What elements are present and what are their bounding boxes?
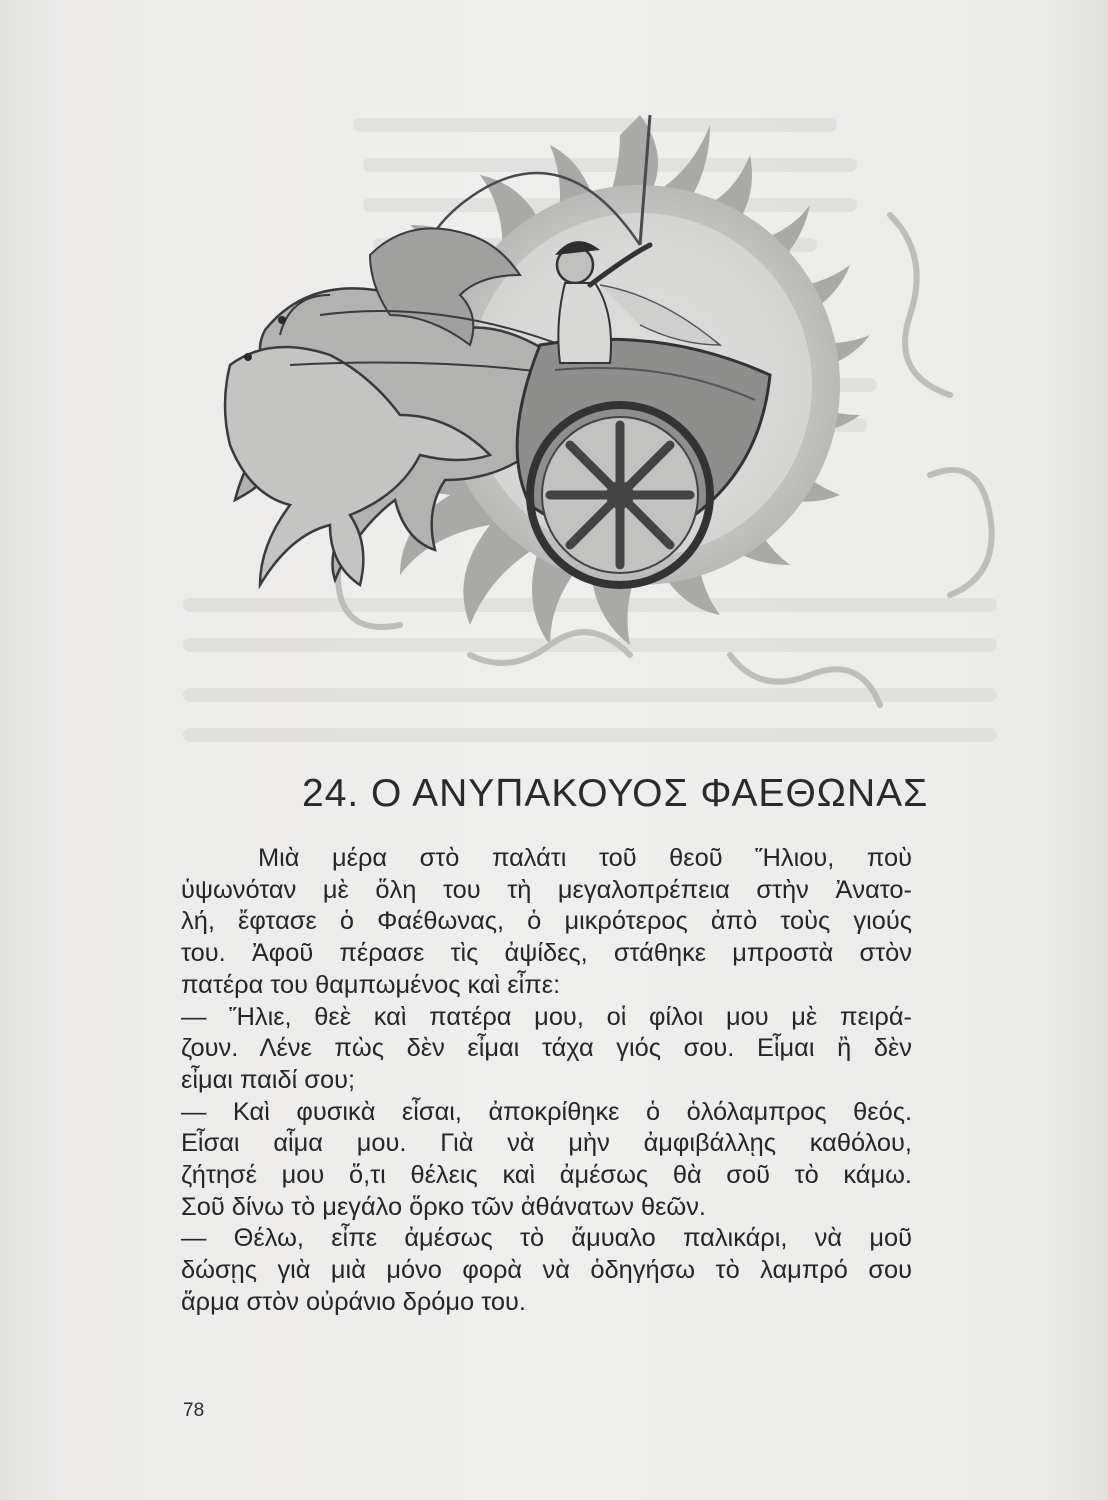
chapter-title: 24. Ο ΑΝΥΠΑΚΟΥΟΣ ΦΑΕΘΩΝΑΣ xyxy=(302,772,929,815)
text-line: — Καὶ φυσικὰ εἶσαι, ἀποκρίθηκε ὁ ὁλόλαμπρος θεός. xyxy=(181,1097,912,1126)
sun-chariot-icon xyxy=(170,95,1010,755)
text-line: πατέρα του θαμπωμένος καὶ εἶπε: xyxy=(181,970,561,999)
text-line: — Ἥλιε, θεὲ καὶ πατέρα μου, οἱ φίλοι μου μὲ πειρά- xyxy=(181,1002,912,1031)
chariot-wheel xyxy=(530,405,710,585)
text-line: — Θέλω, εἶπε ἀμέσως τὸ ἄμυαλο παλικάρι, νὰ μοῦ xyxy=(181,1224,912,1253)
text-line: Σοῦ δίνω τὸ μεγάλο ὅρκο τῶν ἀθάνατων θεῶν. xyxy=(181,1192,706,1221)
text-line: λή, ἔφτασε ὁ Φαέθωνας, ὁ μικρότερος ἀπὸ τοὺς γιούς xyxy=(181,907,912,936)
sun-chariot-illustration xyxy=(170,95,1010,755)
text-line: ὑψωνόταν μὲ ὅλη του τὴ μεγαλοπρέπεια στὴν Ἀνατο- xyxy=(181,875,912,904)
text-line: Μιὰ μέρα στὸ παλάτι τοῦ θεοῦ Ἥλιου, ποὺ xyxy=(258,844,912,872)
chapter-body xyxy=(181,843,912,1319)
text-line: ζουν. Λένε πὼς δὲν εἶμαι τάχα γιός σου. Εἶμαι ἢ δὲν xyxy=(181,1034,912,1063)
text-line: του. Ἀφοῦ πέρασε τὶς ἀψίδες, στάθηκε μπροστὰ στὸν xyxy=(181,939,912,968)
text-line: δώσῃς γιὰ μιὰ μόνο φορὰ νὰ ὁδηγήσω τὸ λαμπρό σου xyxy=(181,1256,912,1285)
text-line: ζήτησέ μου ὅ,τι θέλεις καὶ ἀμέσως θὰ σοῦ τὸ κάμω. xyxy=(181,1161,912,1190)
text-line: ἅρμα στὸν οὐράνιο δρόμο του. xyxy=(181,1287,526,1316)
page-number: 78 xyxy=(183,1400,205,1421)
text-line: εἶμαι παιδί σου; xyxy=(181,1065,356,1094)
text-line: Εἶσαι αἷμα μου. Γιὰ νὰ μὴν ἀμφιβάλλῃς καθόλου, xyxy=(181,1129,912,1158)
